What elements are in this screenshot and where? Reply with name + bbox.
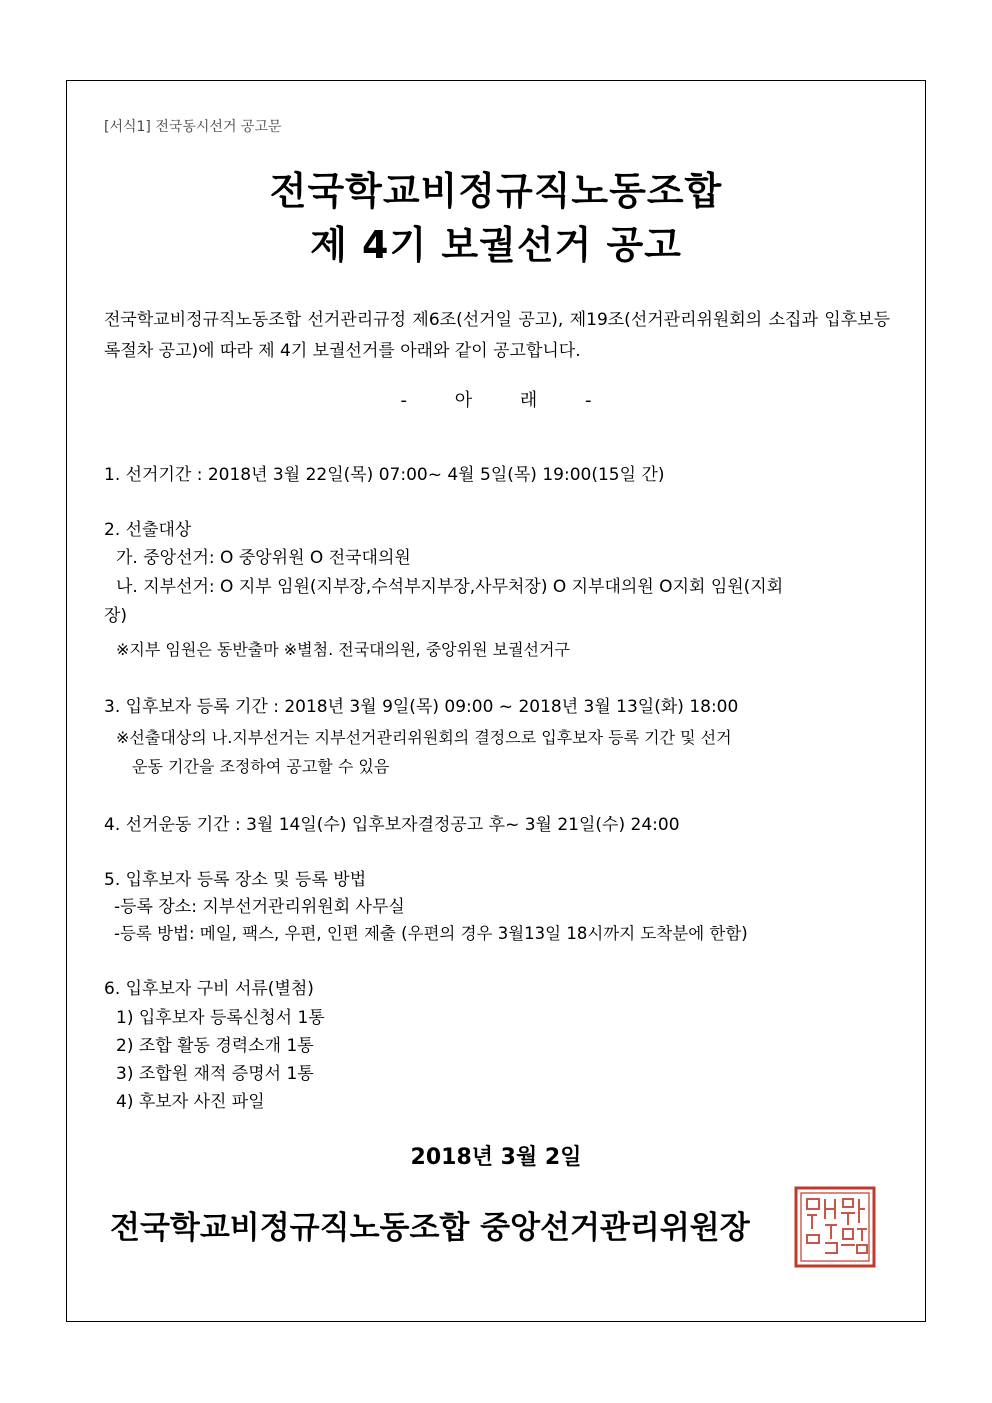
list-item: 4) 후보자 사진 파일 [116, 1092, 265, 1112]
section-4-campaign: 4. 선거운동 기간 : 3월 14일(수) 입후보자결정공고 후~ 3월 21일(수) 24:00 [104, 815, 680, 835]
form-label: [서식1] 전국동시선거 공고문 [104, 119, 282, 135]
organization-signature: 전국학교비정규직노동조합 중앙선거관리위원장 [110, 1210, 750, 1246]
section-3-note: ※선출대상의 나.지부선거는 지부선거관리위원회의 결정으로 입후보자 등록 기간 및 선거 [116, 728, 732, 747]
list-item: 2) 조합 활동 경력소개 1통 [116, 1036, 314, 1056]
page-title: 전국학교비정규직노동조합 [269, 169, 723, 213]
section-2-item-a: 가. 중앙선거: O 중앙위원 O 전국대의원 [116, 548, 411, 568]
section-6-title: 6. 입후보자 구비 서류(별첨) [104, 979, 314, 999]
official-seal-icon [793, 1185, 877, 1269]
list-item: 1) 입후보자 등록신청서 1통 [116, 1008, 325, 1028]
section-5-place: -등록 장소: 지부선거관리위원회 사무실 [114, 897, 405, 917]
section-2-note: ※지부 임원은 동반출마 ※별첨. 전국대의원, 중앙위원 보궐선거구 [116, 640, 570, 659]
document-date: 2018년 3월 2일 [410, 1145, 582, 1170]
section-2-title: 2. 선출대상 [104, 520, 192, 540]
section-2-item-b: 나. 지부선거: O 지부 임원(지부장,수석부지부장,사무처장) O 지부대의원 O지회 임원(지회 [116, 577, 784, 597]
below-heading: - 아 래 - [400, 390, 592, 411]
section-5-method: -등록 방법: 메일, 팩스, 우편, 인편 제출 (우편의 경우 3월13일 18시까지 도착분에 한함) [114, 924, 748, 943]
section-3-registration: 3. 입후보자 등록 기간 : 2018년 3월 9일(목) 09:00 ~ 2018년 3월 13일(화) 18:00 [104, 697, 739, 717]
list-item: 3) 조합원 재적 증명서 1통 [116, 1064, 314, 1084]
intro-paragraph: 전국학교비정규직노동조합 선거관리규정 제6조(선거일 공고), 제19조(선거관리위원회의 소집과 입후보등록절차 공고)에 따라 제 4기 보궐선거를 아래와 같이 공고합니다. [104, 310, 890, 361]
section-5-title: 5. 입후보자 등록 장소 및 등록 방법 [104, 870, 367, 890]
section-1-period: 1. 선거기간 : 2018년 3월 22일(목) 07:00~ 4월 5일(목) 19:00(15일 간) [104, 465, 665, 485]
section-3-note-cont: 운동 기간을 조정하여 공고할 수 있음 [132, 757, 390, 776]
page-subtitle: 제 4기 보궐선거 공고 [310, 223, 682, 267]
section-2-item-b-cont: 장) [104, 606, 128, 626]
